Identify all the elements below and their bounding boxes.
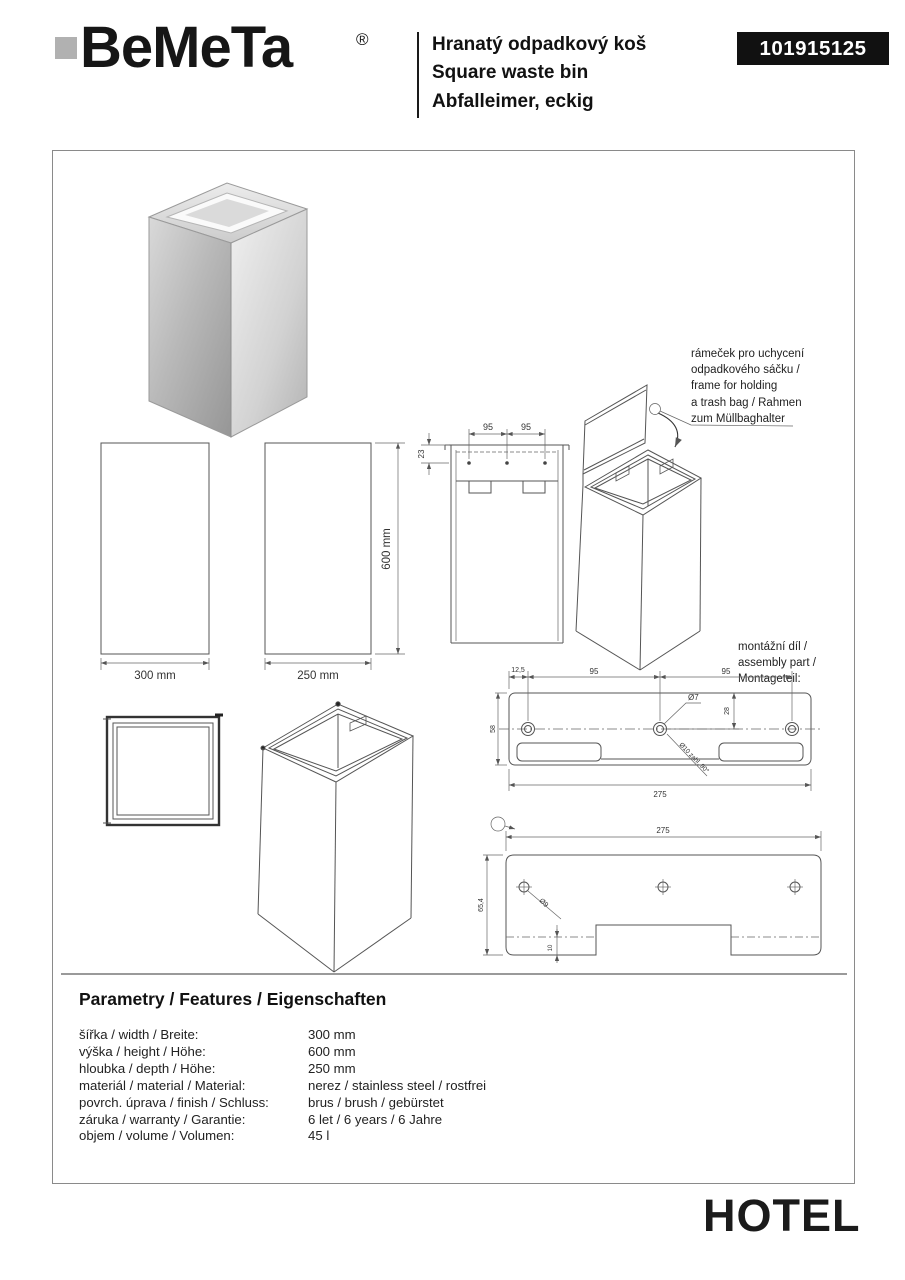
- product-title-cs: Hranatý odpadkový koš: [432, 34, 647, 55]
- dim-label-95-right: 95: [520, 422, 532, 432]
- brand-logo: BeMeTa: [80, 15, 293, 80]
- dim-label-95-left: 95: [482, 422, 494, 432]
- dim-label-12-5: 12,5: [511, 667, 525, 674]
- drawing-frame: [52, 150, 855, 1184]
- param-label: výška / height / Höhe:: [79, 1043, 206, 1059]
- note-line: rámeček pro uchycení: [691, 348, 805, 360]
- param-label: povrch. úprava / finish / Schluss:: [79, 1094, 269, 1110]
- param-label: materiál / material / Material:: [79, 1077, 246, 1093]
- product-code-badge: 101915125: [737, 32, 889, 65]
- trash-bag-frame-note: [691, 346, 804, 427]
- table-row: [79, 1128, 708, 1145]
- header-divider: [417, 32, 419, 118]
- dim-label-600mm: 600 mm: [381, 528, 393, 570]
- dim-label-10: 10: [548, 944, 554, 952]
- note-line: assembly part /: [738, 657, 816, 670]
- table-row: [79, 1095, 708, 1112]
- dim-label-300mm: 300 mm: [134, 670, 176, 682]
- logo-square-icon: [55, 37, 77, 59]
- table-row: [79, 1027, 708, 1044]
- parameters-heading: Parametry / Features / Eigenschaften: [79, 989, 387, 1009]
- front-view-drawing: [99, 441, 219, 701]
- dim-label-65-4: 65,4: [478, 898, 485, 912]
- note-line: montážní díl /: [738, 641, 808, 653]
- hole-label-d7: Ø7: [688, 693, 699, 702]
- series-label: HOTEL: [703, 1190, 861, 1241]
- dim-label-58: 58: [490, 725, 497, 733]
- note-line: odpadkového sáčku /: [691, 364, 800, 377]
- note-line: Montageteil:: [738, 673, 801, 686]
- note-line: zum Müllbaghalter: [691, 412, 785, 425]
- param-value: 300 mm: [308, 1027, 356, 1042]
- countersink-label: Ø10 zahl. 90°: [677, 741, 711, 775]
- param-label: záruka / warranty / Garantie:: [79, 1111, 246, 1127]
- dim-label-28: 28: [724, 707, 731, 715]
- table-row: [79, 1078, 708, 1095]
- isometric-wireframe-drawing: [248, 696, 428, 981]
- bracket-bottom-drawing: [473, 809, 838, 969]
- param-value: 6 let / 6 years / 6 Jahre: [308, 1111, 443, 1127]
- dim-label-23: 23: [417, 449, 426, 459]
- param-value: 250 mm: [308, 1060, 356, 1076]
- top-view-square-drawing: [101, 711, 231, 836]
- param-value: 600 mm: [308, 1043, 356, 1059]
- dim-label-b275: 275: [653, 790, 667, 799]
- dim-label-b95-right: 95: [721, 667, 731, 676]
- note-line: a trash bag / Rahmen: [691, 396, 802, 409]
- note-line: frame for holding: [691, 380, 778, 393]
- table-row: [79, 1112, 708, 1129]
- registered-mark: ®: [356, 30, 369, 49]
- parameters-table: [79, 1027, 708, 1145]
- dim-label-b95-left: 95: [589, 667, 599, 676]
- param-value: brus / brush / gebürstet: [308, 1094, 444, 1110]
- section-separator: [61, 973, 847, 975]
- dim-label-250mm: 250 mm: [297, 670, 339, 682]
- param-label: objem / volume / Volumen:: [79, 1128, 235, 1144]
- product-title-en: Square waste bin: [432, 62, 589, 84]
- hole-label-d9: Ø9: [537, 897, 550, 910]
- product-title-de: Abfalleimer, eckig: [432, 90, 594, 112]
- product-titles: [432, 31, 646, 116]
- product-photo: [135, 173, 325, 443]
- param-value: 45 l: [308, 1128, 330, 1144]
- param-label: hloubka / depth / Höhe:: [79, 1060, 216, 1076]
- dim-label-c275: 275: [656, 826, 670, 835]
- param-value: nerez / stainless steel / rostfrei: [308, 1077, 487, 1093]
- table-row: [79, 1044, 708, 1061]
- param-label: šířka / width / Breite:: [79, 1027, 199, 1042]
- bracket-top-drawing: [491, 663, 836, 808]
- table-row: [79, 1061, 708, 1078]
